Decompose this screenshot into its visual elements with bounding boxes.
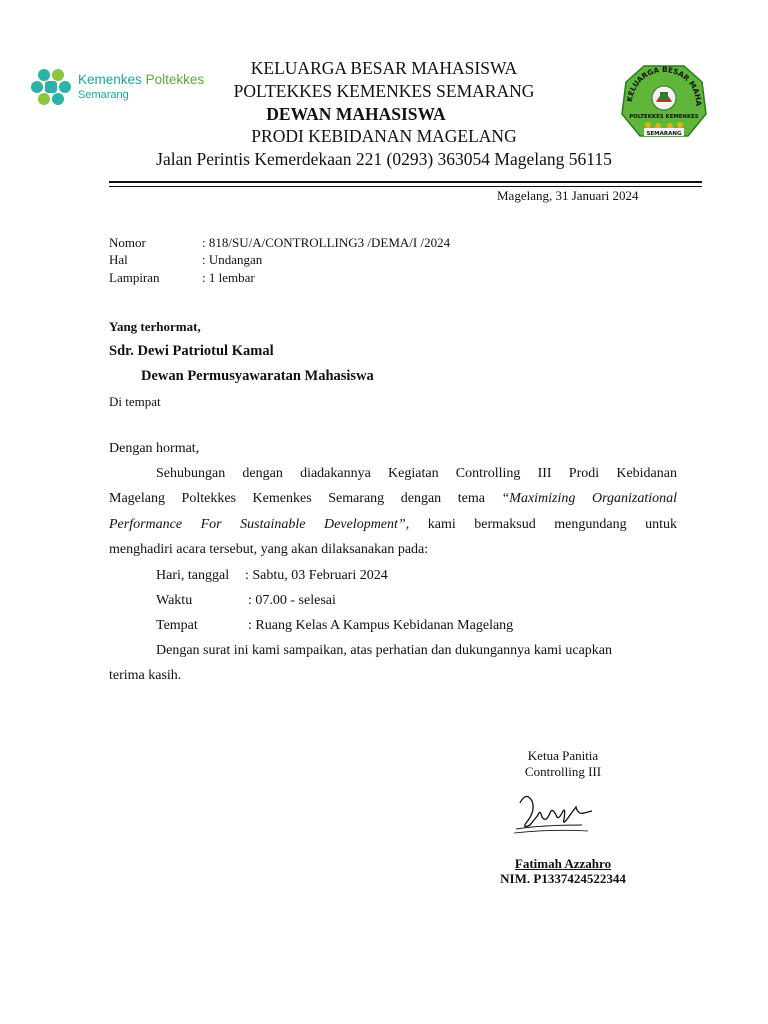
theme-text-end: Performance For Sustainable Development”,: [109, 517, 410, 532]
recipient-salutation: Yang terhormat,: [109, 319, 201, 334]
body-line-3-text: kami bermaksud mengundang untuk: [409, 517, 678, 532]
recipient-name: Sdr. Dewi Patriotul Kamal: [109, 343, 274, 359]
waktu-label: Waktu: [156, 593, 193, 608]
closing-line-2: terima kasih.: [109, 668, 182, 683]
theme-text-start: “Maximizing Organizational: [501, 491, 677, 506]
lampiran-value: : 1 lembar: [202, 270, 255, 285]
letterhead-rule-thin: [109, 186, 702, 187]
recipient-org: Dewan Permusyawaratan Mahasiswa: [141, 368, 374, 384]
hal-value: : Undangan: [202, 252, 263, 267]
greeting: Dengan hormat,: [109, 441, 200, 456]
logo-brand-poltekkes: Poltekkes: [145, 72, 205, 87]
letterhead-line-4: PRODI KEBIDANAN MAGELANG: [251, 126, 517, 146]
nomor-value: : 818/SU/A/CONTROLLING3 /DEMA/I /2024: [202, 235, 451, 250]
body-line-4: menghadiri acara tersebut, yang akan dilaksanakan pada:: [109, 542, 429, 557]
letterhead-line-2: POLTEKKES KEMENKES SEMARANG: [233, 81, 535, 101]
body-line-3: [109, 517, 677, 533]
letterhead-line-3: DEWAN MAHASISWA: [266, 104, 446, 124]
signature-role-2: Controlling III: [524, 764, 602, 779]
logo-brand-kemenkes: Kemenkes: [78, 72, 142, 87]
hari-label: Hari, tanggal: [156, 568, 230, 583]
hal-label: Hal: [109, 252, 128, 267]
tempat-value: : Ruang Kelas A Kampus Kebidanan Magelang: [248, 618, 514, 633]
body-line-2: [109, 491, 677, 507]
letterhead-rule-thick: [109, 181, 702, 183]
letterhead-line-1: KELUARGA BESAR MAHASISWA: [250, 58, 518, 78]
body-line-2-text: Magelang Poltekkes Kemenkes Semarang dengan tema: [109, 491, 502, 506]
tempat-label: Tempat: [156, 618, 198, 633]
body-line-1: Sehubungan dengan diadakannya Kegiatan Controlling III Prodi Kebidanan: [156, 466, 677, 481]
emblem-middle-text: POLTEKKES KEMENKES: [629, 114, 699, 120]
closing-line-1: Dengan surat ini kami sampaikan, atas perhatian dan dukungannya kami ucapkan: [156, 643, 613, 658]
nomor-label: Nomor: [109, 235, 146, 250]
letter-date: Magelang, 31 Januari 2024: [497, 188, 639, 203]
logo-city-text: Semarang: [78, 89, 129, 101]
signature-role-1: Ketua Panitia: [527, 748, 599, 763]
handwritten-signature: [512, 785, 596, 837]
letterhead-address: Jalan Perintis Kemerdekaan 221 (0293) 363054 Magelang 56115: [156, 149, 612, 169]
signature-name: Fatimah Azzahro: [514, 856, 612, 871]
signature-nim: NIM. P1337424522344: [500, 871, 626, 886]
hari-value: : Sabtu, 03 Februari 2024: [245, 568, 388, 583]
waktu-value: : 07.00 - selesai: [248, 593, 336, 608]
emblem-bottom-text: SEMARANG: [646, 131, 682, 137]
lampiran-label: Lampiran: [109, 270, 160, 285]
recipient-place: Di tempat: [109, 394, 161, 409]
emblem-top-text: KELUARGA BESAR MAHA: [625, 64, 704, 107]
